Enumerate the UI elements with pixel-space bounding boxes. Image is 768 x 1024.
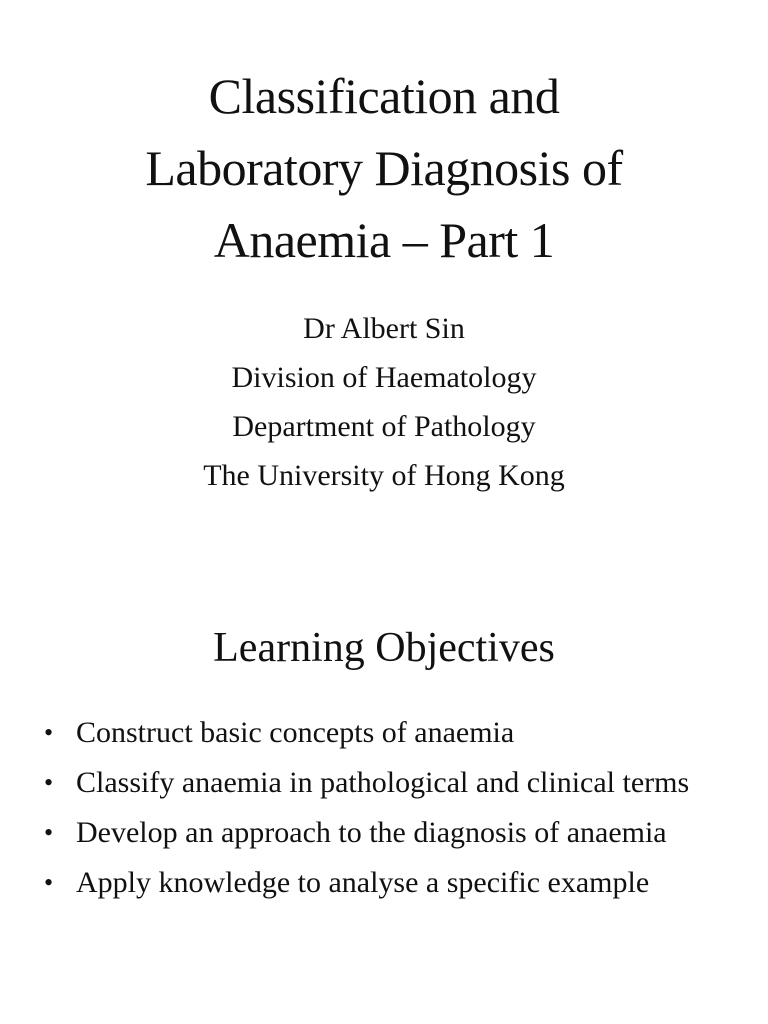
author-block [0,304,768,500]
university-name: The University of Hong Kong [203,459,565,492]
division-name: Division of Haematology [231,361,537,394]
list-item [0,762,768,804]
objectives-heading: Learning Objectives [213,625,555,671]
bullet-icon: • [44,818,54,847]
objective-text: Classify anaemia in pathological and clinical terms [76,766,690,799]
author-name: Dr Albert Sin [303,312,465,345]
department-name: Department of Pathology [232,410,536,443]
title-line: Anaemia – Part 1 [213,212,555,268]
list-item [0,812,768,854]
objective-text: Apply knowledge to analyse a specific example [76,866,650,899]
bullet-icon: • [44,718,54,747]
list-item [0,712,768,754]
objective-text: Construct basic concepts of anaemia [76,716,515,749]
slide-title [0,60,768,276]
title-line: Classification and [208,68,560,124]
bullet-icon: • [44,868,54,897]
objective-text: Develop an approach to the diagnosis of anaemia [76,816,667,849]
bullet-icon: • [44,768,54,797]
list-item [0,862,768,904]
objectives-list [0,712,768,912]
title-line: Laboratory Diagnosis of [145,140,623,196]
objectives-slide [0,560,768,1024]
